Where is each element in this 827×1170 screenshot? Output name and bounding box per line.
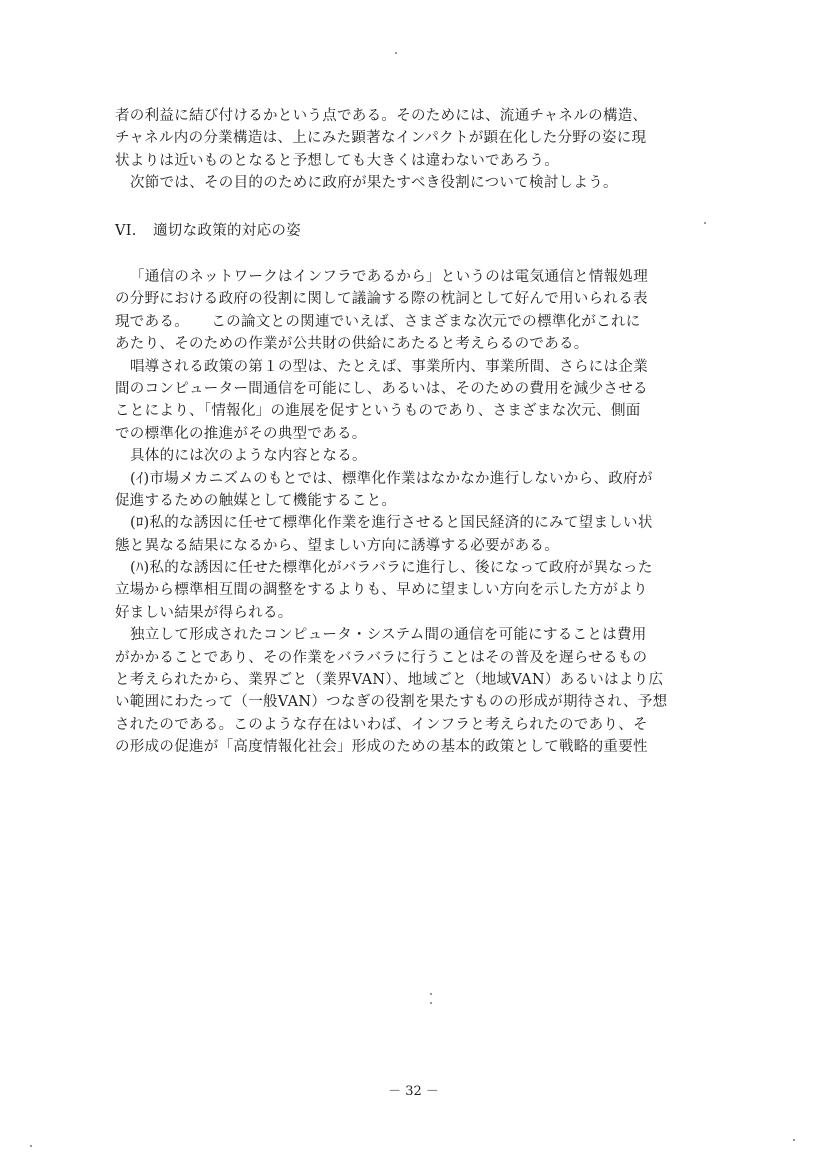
text-line: 状よりは近いものとなると予想しても大きくは違わないであろう。 — [115, 152, 559, 169]
scan-speck — [704, 222, 706, 224]
text-line: 立場から標準相互間の調整をするよりも、早めに望ましい方向を示した方がより — [115, 582, 648, 599]
text-line: あたり、そのための作業が公共財の供給にあたると考えらるのである。 — [115, 336, 589, 353]
text-line: の形成の促進が「高度情報化社会」形成のための基本的政策として戦略的重要性 — [115, 739, 648, 756]
scan-speck — [430, 1002, 432, 1004]
scan-speck — [395, 52, 397, 54]
scan-speck — [793, 1139, 795, 1141]
list-item-i: (ｲ)市場メカニズムのもとでは、標準化作業はなかなか進行しないから、政府が — [130, 470, 653, 487]
text-line: の分野における政府の役割に関して議論する際の枕詞として好んで用いられる表 — [115, 291, 648, 308]
text-line: 態と異なる結果になるから、望ましい方向に誘導する必要がある。 — [115, 537, 559, 554]
section-title: 適切な政策的対応の姿 — [153, 223, 301, 239]
text-line: 具体的には次のような内容となる。 — [130, 448, 367, 465]
text-line: での標準化の推進がその典型である。 — [115, 425, 367, 442]
text-line: 「通信のネットワークはインフラであるから」というのは電気通信と情報処理 — [130, 269, 648, 285]
text-line: 次節では、その目的のために政府が果たすべき役割について検討しよう。 — [130, 175, 618, 192]
text-line: 好ましい結果が得られる。 — [115, 604, 293, 621]
text-line: 独立して形成されたコンピュータ・システム間の通信を可能にすることは費用 — [130, 627, 647, 644]
text-line: 唱導される政策の第１の型は、たとえば、事業所内、事業所間、さらには企業 — [130, 358, 648, 375]
text-line: チャネル内の分業構造は、上にみた顕著なインパクトが顕在化した分野の姿に現 — [115, 130, 647, 147]
scan-speck — [430, 993, 432, 995]
text-line: されたのである。このような存在はいわば、インフラと考えられたのであり、そ — [115, 716, 648, 733]
section-body — [115, 266, 715, 759]
text-line: と考えられたから、業界ごと（業界VAN）、地域ごと（地域VAN）あるいはより広 — [115, 672, 664, 689]
section-number: VI. — [115, 223, 137, 239]
paragraph-top — [115, 105, 715, 195]
page-number: － 32 － — [388, 1084, 439, 1099]
text-line: 者の利益に結び付けるかという点である。そのためには、流通チャネルの構造、 — [115, 108, 648, 124]
list-item-ro: (ﾛ)私的な誘因に任せて標準化作業を進行させると国民経済的にみて望ましい状 — [130, 515, 653, 532]
text-line: 促進するための触媒として機能すること。 — [115, 492, 397, 509]
text-line: い範囲にわたって（一般VAN）つなぎの役割を果たすものの形成が期待され、予想 — [115, 694, 668, 711]
text-line: ことにより、「情報化」の進展を促すというものであり、さまざまな次元、側面 — [115, 403, 641, 420]
text-line: 現である。 この論文との関連でいえば、さまざまな次元での標準化がこれに — [115, 313, 641, 330]
section-heading — [115, 220, 301, 242]
scan-speck — [30, 1145, 32, 1147]
text-line: 間のコンピューター間通信を可能にし、あるいは、そのための費用を減少させる — [115, 380, 648, 397]
text-line: がかかることであり、その作業をバラバラに行うことはその普及を遅らせるもの — [115, 649, 648, 666]
list-item-ha: (ﾊ)私的な誘因に任せた標準化がバラバラに進行し、後になって政府が異なった — [130, 560, 653, 577]
